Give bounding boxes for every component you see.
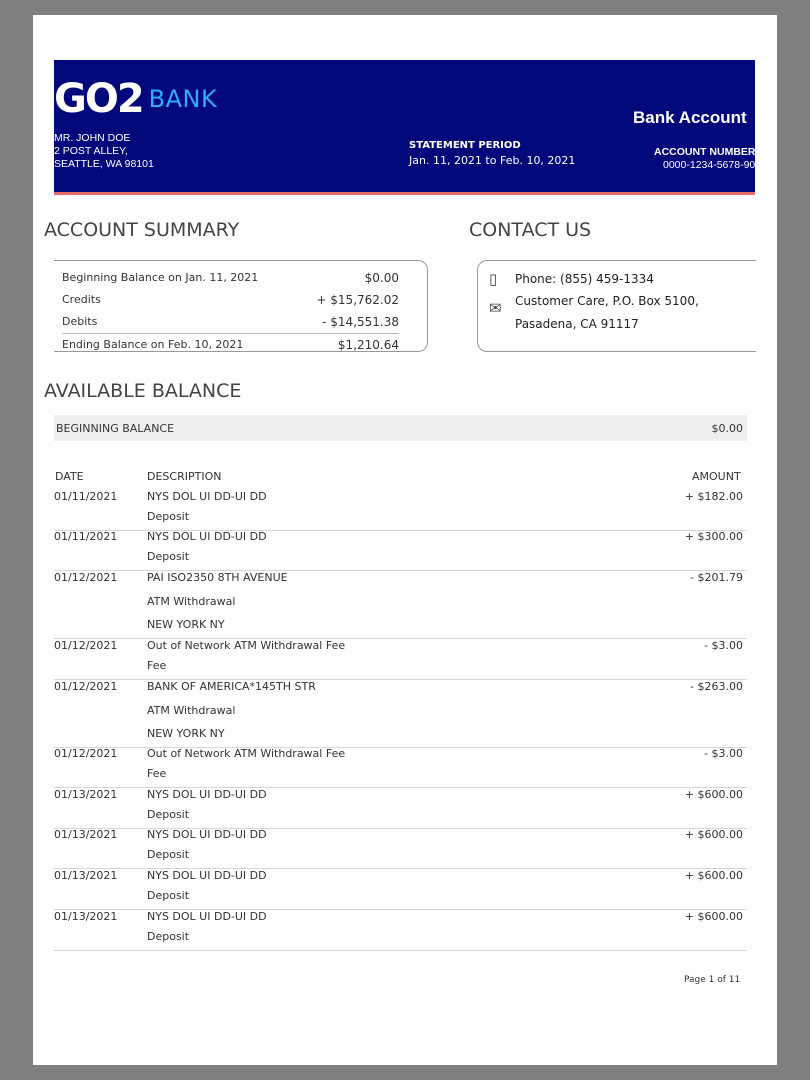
logo-go2: GO2 [54, 76, 143, 122]
transaction-amount: - $201.79 [690, 571, 743, 584]
summary-amount: $1,210.64 [337, 338, 399, 352]
transaction-row [54, 910, 747, 951]
header-banner [54, 60, 755, 195]
summary-amount: + $15,762.02 [316, 293, 399, 307]
account-number: 0000-1234-5678-90 [663, 159, 755, 171]
summary-amount: - $14,551.38 [322, 315, 399, 329]
transaction-date: 01/13/2021 [54, 828, 118, 841]
col-header-date: DATE [55, 470, 84, 483]
transaction-detail: NEW YORK NY [147, 618, 225, 631]
transaction-detail: ATM Withdrawal [147, 595, 236, 608]
summary-row [62, 315, 399, 329]
contact-address-line2: Pasadena, CA 91117 [515, 317, 639, 331]
transaction-detail: Fee [147, 659, 167, 672]
transaction-amount: + $182.00 [684, 490, 743, 503]
transaction-description: PAI ISO2350 8TH AVENUE [147, 571, 288, 584]
beginning-balance-bar [54, 415, 747, 441]
page-number: Page 1 of 11 [684, 975, 741, 985]
logo-bank: BANK [148, 85, 218, 113]
transaction-amount: - $3.00 [704, 747, 743, 760]
transaction-detail: Deposit [147, 889, 190, 902]
transaction-row [54, 828, 747, 869]
transaction-description: NYS DOL UI DD-UI DD [147, 828, 267, 841]
summary-label: Debits [62, 315, 98, 328]
period-label: STATEMENT PERIOD [409, 140, 521, 151]
summary-label: Beginning Balance on Jan. 11, 2021 [62, 271, 259, 284]
mailbox-icon: ✉ [489, 299, 502, 317]
beginning-balance-amount: $0.00 [711, 422, 743, 435]
transaction-date: 01/12/2021 [54, 639, 118, 652]
transaction-date: 01/13/2021 [54, 869, 118, 882]
transaction-date: 01/11/2021 [54, 530, 118, 543]
account-summary-title: ACCOUNT SUMMARY [44, 219, 240, 241]
transaction-description: NYS DOL UI DD-UI DD [147, 869, 267, 882]
customer-address [54, 132, 154, 171]
transaction-description: NYS DOL UI DD-UI DD [147, 910, 267, 923]
customer-addr2: SEATTLE, WA 98101 [54, 158, 154, 170]
transaction-amount: + $600.00 [684, 910, 743, 923]
transaction-row [54, 747, 747, 788]
transaction-amount: + $600.00 [684, 828, 743, 841]
transaction-description: NYS DOL UI DD-UI DD [147, 490, 267, 503]
transaction-amount: - $3.00 [704, 639, 743, 652]
transaction-date: 01/13/2021 [54, 788, 118, 801]
transaction-row [54, 639, 747, 680]
customer-addr1: 2 POST ALLEY, [54, 145, 128, 157]
account-summary-box [54, 260, 428, 352]
transaction-row [54, 788, 747, 829]
transaction-detail: Fee [147, 767, 167, 780]
transaction-detail: ATM Withdrawal [147, 704, 236, 717]
contact-phone[interactable]: Phone: (855) 459-1334 [515, 272, 654, 286]
contact-address-line1: Customer Care, P.O. Box 5100, [515, 294, 699, 308]
transaction-row [54, 680, 747, 748]
beginning-balance-label: BEGINNING BALANCE [56, 422, 175, 435]
summary-label: Ending Balance on Feb. 10, 2021 [62, 338, 244, 351]
transaction-description: NYS DOL UI DD-UI DD [147, 530, 267, 543]
transaction-detail: Deposit [147, 510, 190, 523]
document-title: Bank Account [633, 108, 747, 127]
col-header-amount: AMOUNT [692, 470, 741, 483]
transaction-detail: Deposit [147, 930, 190, 943]
statement-period [409, 140, 575, 167]
customer-name: MR. JOHN DOE [54, 132, 131, 144]
transaction-amount: + $600.00 [684, 869, 743, 882]
summary-row [62, 271, 399, 285]
summary-label: Credits [62, 293, 101, 306]
transaction-date: 01/12/2021 [54, 571, 118, 584]
transaction-detail: NEW YORK NY [147, 727, 225, 740]
transaction-amount: - $263.00 [690, 680, 743, 693]
transaction-detail: Deposit [147, 848, 190, 861]
contact-us-box [477, 260, 756, 352]
transaction-date: 01/13/2021 [54, 910, 118, 923]
transaction-amount: + $300.00 [684, 530, 743, 543]
transaction-detail: Deposit [147, 550, 190, 563]
transaction-description: NYS DOL UI DD-UI DD [147, 788, 267, 801]
transaction-row [54, 869, 747, 910]
account-number-label: ACCOUNT NUMBER [654, 146, 755, 158]
transaction-date: 01/11/2021 [54, 490, 118, 503]
period-value: Jan. 11, 2021 to Feb. 10, 2021 [409, 154, 576, 167]
summary-amount: $0.00 [364, 271, 399, 285]
transaction-row [54, 490, 747, 531]
transaction-description: Out of Network ATM Withdrawal Fee [147, 747, 346, 760]
statement-page [33, 15, 777, 1065]
transaction-amount: + $600.00 [684, 788, 743, 801]
transaction-description: BANK OF AMERICA*145TH STR [147, 680, 316, 693]
transaction-date: 01/12/2021 [54, 680, 118, 693]
contact-us-title: CONTACT US [469, 219, 592, 241]
available-balance-title: AVAILABLE BALANCE [44, 380, 242, 402]
transaction-row [54, 530, 747, 571]
summary-row [62, 333, 399, 352]
col-header-description: DESCRIPTION [147, 470, 222, 483]
transaction-description: Out of Network ATM Withdrawal Fee [147, 639, 346, 652]
phone-icon: ▯ [489, 270, 498, 288]
transaction-date: 01/12/2021 [54, 747, 118, 760]
transaction-row [54, 571, 747, 639]
summary-row [62, 293, 399, 307]
transaction-detail: Deposit [147, 808, 190, 821]
bank-logo [54, 76, 217, 122]
